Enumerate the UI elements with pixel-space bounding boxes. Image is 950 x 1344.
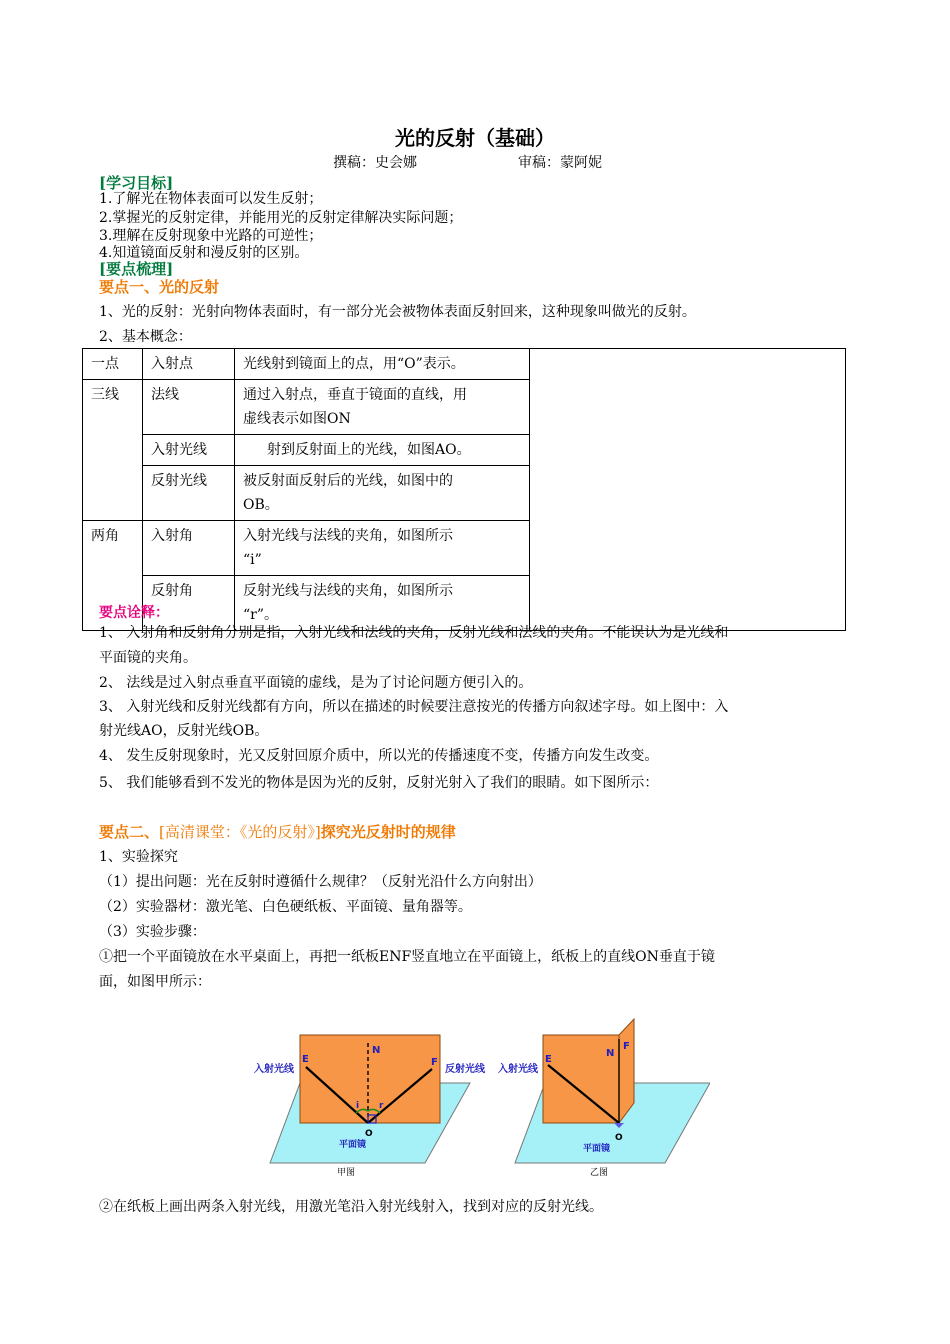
label-incident-left: 入射光线: [254, 1064, 294, 1075]
table-cell: 入射角: [143, 521, 235, 576]
reflection-experiment-diagram: [240, 1015, 710, 1185]
table-cell: 一点: [83, 349, 143, 380]
cell-line: “r”。: [243, 607, 279, 623]
experiment-line: ①把一个平面镜放在水平桌面上，再把一纸板ENF竖直地立在平面镜上，纸板上的直线ON垂直于镜: [99, 949, 715, 965]
objective-item: 2.掌握光的反射定律，并能用光的反射定律解决实际问题；: [99, 210, 463, 226]
table-cell: 三线: [83, 380, 143, 521]
table-cell: 光线射到镜面上的点，用“O”表示。: [235, 349, 530, 380]
label-E-right: E: [545, 1054, 552, 1065]
table-cell: [235, 380, 530, 435]
label-mirror-right: 平面镜: [583, 1144, 611, 1154]
point2-heading-b: [高清课堂：《光的反射》]: [159, 823, 321, 841]
table-cell: [235, 521, 530, 576]
table-cell: [235, 466, 530, 521]
label-F-right: F: [623, 1041, 630, 1052]
label-i: i: [356, 1101, 360, 1111]
step2-line: ②在纸板上画出两条入射光线，用激光笔沿入射光线射入，找到对应的反射光线。: [99, 1199, 603, 1215]
label-F-left: F: [431, 1057, 438, 1068]
note-line: 4、 发生反射现象时，光又反射回原介质中，所以光的传播速度不变，传播方向发生改变。: [99, 748, 659, 764]
table-cell: 入射点: [143, 349, 235, 380]
caption-right: 乙图: [590, 1168, 609, 1178]
objective-item: 3.理解在反射现象中光路的可逆性；: [99, 228, 323, 244]
writer: 撰稿：史会娜: [333, 155, 417, 171]
experiment-line: 1、实验探究: [99, 849, 178, 865]
label-N-left: N: [372, 1045, 381, 1056]
label-O-right: O: [615, 1133, 623, 1143]
cell-line: “i”: [243, 552, 262, 568]
point1-definition: 1、光的反射：光射向物体表面时，有一部分光会被物体表面反射回来，这种现象叫做光的反射。: [99, 304, 696, 320]
concepts-table: [82, 348, 846, 631]
table-cell: 入射光线: [143, 435, 235, 466]
experiment-line: （3）实验步骤：: [99, 924, 206, 940]
table-cell: 两角: [83, 521, 143, 631]
label-r: r: [379, 1101, 384, 1111]
cell-line: OB。: [243, 497, 279, 513]
objective-item: 1.了解光在物体表面可以发生反射；: [99, 191, 323, 207]
note-line: 平面镜的夹角。: [99, 650, 197, 666]
label-reflected-left: 反射光线: [445, 1064, 485, 1075]
table-cell: 法线: [143, 380, 235, 435]
note-line: 5、 我们能够看到不发光的物体是因为光的反射，反射光射入了我们的眼睛。如下图所示：: [99, 775, 659, 791]
cell-line: 虚线表示如图ON: [243, 411, 351, 427]
table-cell: 反射光线: [143, 466, 235, 521]
note-line: 射光线AO，反射光线OB。: [99, 723, 269, 739]
point1-heading: 要点一、光的反射: [99, 278, 220, 296]
cell-line: 被反射面反射后的光线，如图中的: [243, 473, 453, 489]
cell-line: 入射光线与法线的夹角，如图所示: [243, 528, 453, 544]
note-line: 1、 入射角和反射角分别是指，入射光线和法线的夹角，反射光线和法线的夹角。不能误认为是光线和: [99, 625, 729, 641]
label-mirror-left: 平面镜: [339, 1140, 367, 1150]
cell-line: 反射光线与法线的夹角，如图所示: [243, 583, 453, 599]
point2-heading-c: 探究光反射时的规律: [320, 823, 456, 841]
point2-heading: [99, 821, 456, 843]
caption-left: 甲图: [337, 1168, 356, 1178]
experiment-line: （1）提出问题：光在反射时遵循什么规律？（反射光沿什么方向射出）: [99, 874, 542, 890]
label-N-right: N: [606, 1048, 615, 1059]
label-incident-right: 入射光线: [498, 1064, 538, 1075]
notes-heading: 要点诠释：: [99, 605, 169, 621]
objectives-heading: [学习目标]: [99, 174, 174, 192]
experiment-line: （2）实验器材：激光笔、白色硬纸板、平面镜、量角器等。: [99, 899, 472, 915]
cell-line: 通过入射点，垂直于镜面的直线，用: [243, 387, 467, 403]
summary-heading: [要点梳理]: [99, 260, 174, 278]
table-cell: 射到反射面上的光线，如图AO。: [235, 435, 530, 466]
note-line: 3、 入射光线和反射光线都有方向，所以在描述的时候要注意按光的传播方向叙述字母。如上图中：入: [99, 699, 729, 715]
objective-item: 4.知道镜面反射和漫反射的区别。: [99, 245, 309, 261]
blank-figure-cell: [530, 349, 846, 631]
label-O-left: O: [365, 1129, 373, 1139]
point2-heading-a: 要点二、: [99, 823, 160, 841]
table-cell: 反射角: [143, 576, 235, 631]
label-E-left: E: [302, 1054, 309, 1065]
experiment-line: 面，如图甲所示：: [99, 974, 211, 990]
point1-concepts-label: 2、基本概念：: [99, 329, 192, 345]
reviewer: 审稿：蒙阿妮: [518, 155, 602, 171]
page-title: 光的反射（基础）: [395, 126, 555, 150]
note-line: 2、 法线是过入射点垂直平面镜的虚线，是为了讨论问题方便引入的。: [99, 675, 533, 691]
